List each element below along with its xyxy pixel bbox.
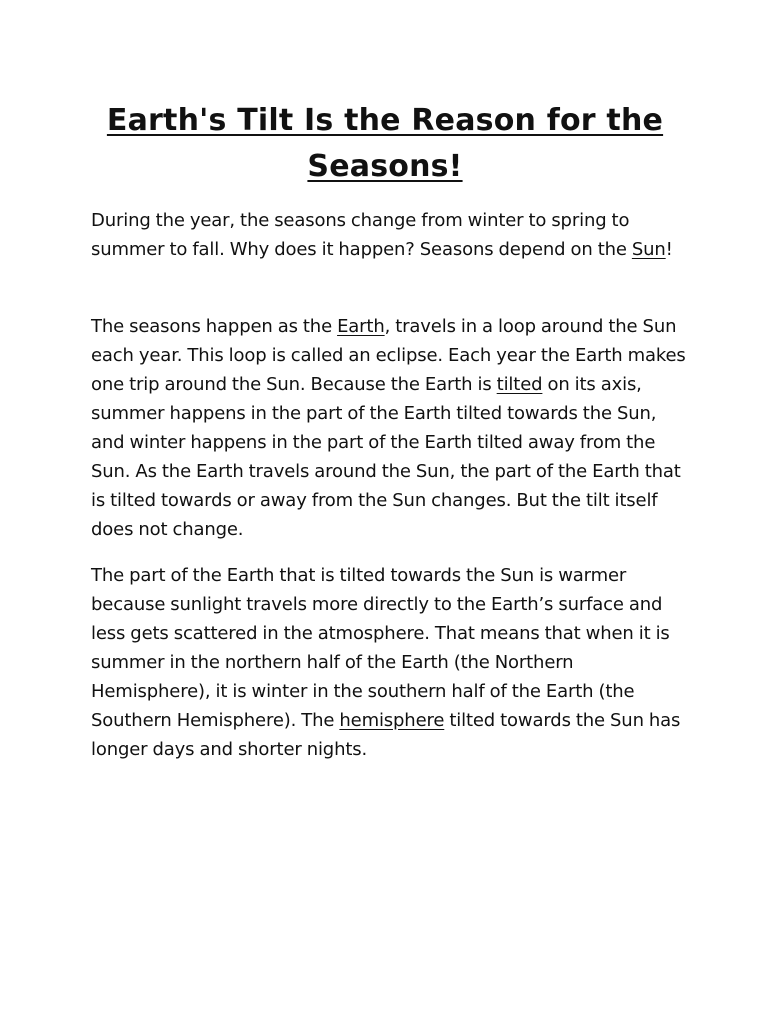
vocabulary-term-tilted: tilted bbox=[496, 374, 543, 395]
paragraph-text: , travels in a loop around the Sun each year. This loop is called an eclipse. Each year the Earth makes one trip around the Sun. Because the Earth is bbox=[91, 316, 686, 395]
paragraph-text: tilted towards the Sun has longer days and shorter nights. bbox=[91, 710, 681, 760]
paragraph-text: The part of the Earth that is tilted towards the Sun is warmer because sunlight travels more directly to the Earth’s surface and less gets scattered in the atmosphere. That means that when it is summer in the northern half of the Earth (the Northern Hemisphere), it is winter in the southern half of the Earth (the Southern Hemisphere). The bbox=[91, 565, 670, 731]
paragraph-earth-orbit bbox=[91, 312, 691, 544]
paragraph-text: During the year, the seasons change from winter to spring to summer to fall. Why does it happen? Seasons depend on the bbox=[91, 210, 632, 260]
paragraph-text: The seasons happen as the bbox=[91, 316, 338, 337]
paragraph-hemispheres bbox=[91, 561, 691, 764]
vocabulary-term-sun: Sun bbox=[631, 239, 666, 260]
paragraph-text: ! bbox=[665, 239, 673, 260]
vocabulary-term-hemisphere: hemisphere bbox=[339, 710, 445, 731]
page-title: Earth's Tilt Is the Reason for the Seasons! bbox=[106, 103, 664, 184]
paragraph-text: on its axis, summer happens in the part of the Earth tilted towards the Sun, and winter happens in the part of the Earth tilted away from the Sun. As the Earth travels around the Sun, the part of the Earth that is tilted towards or away from the Sun changes. But the tilt itself does not change. bbox=[91, 374, 681, 540]
paragraph-seasons-intro bbox=[91, 206, 691, 264]
vocabulary-term-earth: Earth bbox=[337, 316, 385, 337]
